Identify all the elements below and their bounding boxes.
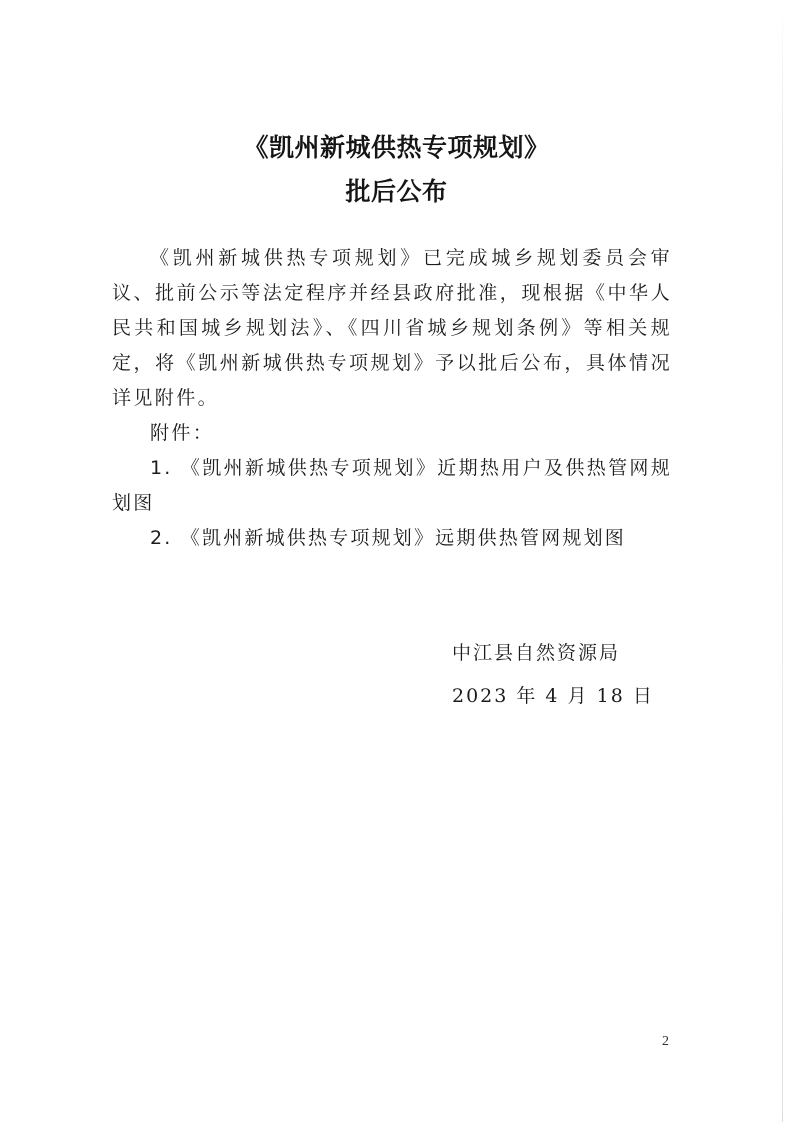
document-body bbox=[112, 241, 672, 556]
attachments-label: 附件： bbox=[150, 422, 215, 444]
issuer-name: 中江县自然资源局 bbox=[452, 642, 621, 664]
page-number: 2 bbox=[662, 1034, 669, 1049]
document-title: 《凯州新城供热专项规划》 bbox=[243, 133, 550, 162]
issue-date: 2023 年 4 月 18 日 bbox=[452, 685, 654, 707]
document-subtitle: 批后公布 bbox=[345, 177, 448, 206]
attachment-item-1: 1. 《凯州新城供热专项规划》近期热用户及供热管网规划图 bbox=[112, 457, 672, 514]
main-paragraph: 《凯州新城供热专项规划》已完成城乡规划委员会审议、批前公示等法定程序并经县政府批准，现根据《中华人民共和国城乡规划法》、《四川省城乡规划条例》等相关规定，将《凯州新城供热专项规划》予以批后公布，具体情况详见附件。 bbox=[112, 247, 672, 409]
attachment-item-2: 2. 《凯州新城供热专项规划》远期供热管网规划图 bbox=[150, 527, 626, 549]
scan-edge-line bbox=[782, 0, 783, 1122]
